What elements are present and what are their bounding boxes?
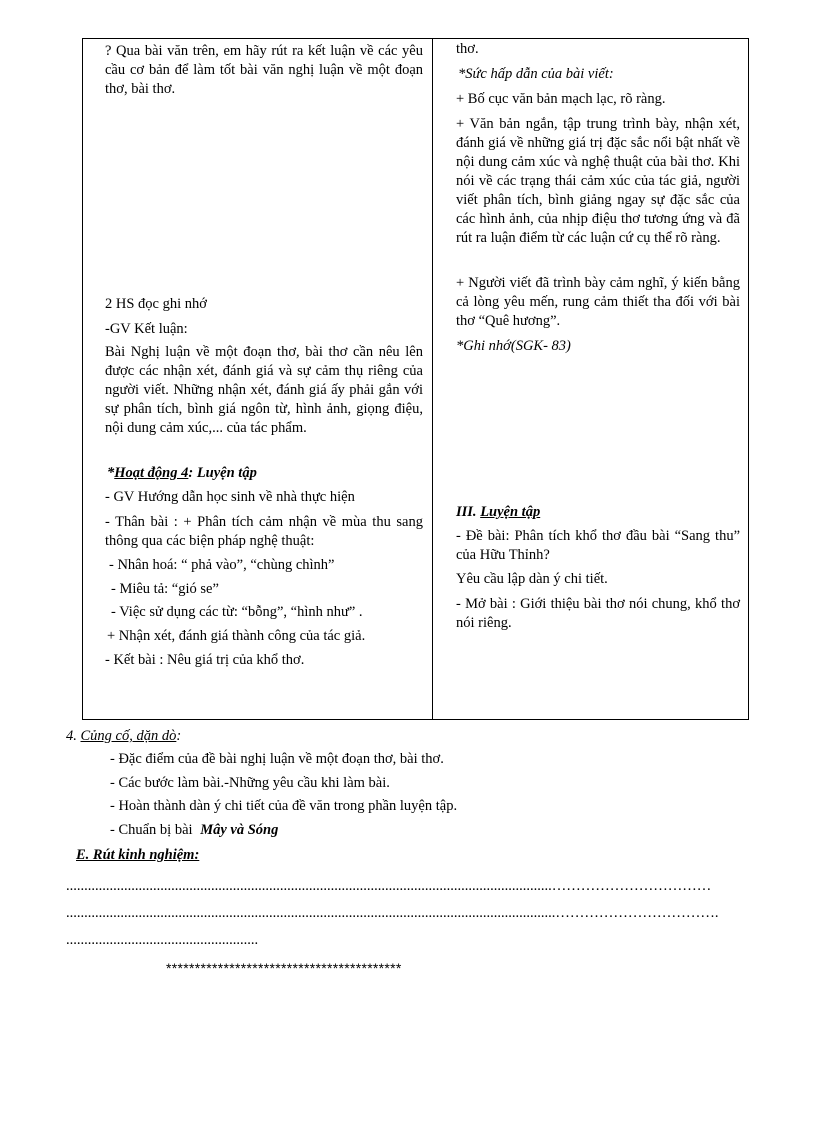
- lesson-table: [82, 38, 749, 720]
- opening-text: - Mở bài : Giới thiệu bài thơ nói chung, khổ thơ nói riêng.: [456, 596, 740, 631]
- practice-title: Luyện tập: [480, 504, 541, 520]
- activity-title: Hoạt động 4: [114, 465, 189, 481]
- evaluate-text: + Nhận xét, đánh giá thành công của tác giả.: [107, 628, 366, 644]
- separator-stars: *****************************************: [166, 960, 402, 976]
- next-lesson: Mây và Sóng: [200, 822, 279, 838]
- conclusion-text: Bài Nghị luận về một đoạn thơ, bài thơ cần nêu lên được các nhận xét, đánh giá và sự cảm thụ riêng của người viết. Những nhận xét, đánh giá ấy phải gắn với sự phân tích, bình giá ngôn từ, hình ảnh, giọng điệu, nội dung cảm xúc,... của tác phẩm.: [105, 344, 423, 436]
- body-text: - Thân bài : + Phân tích cảm nhận về mùa thu sang thông qua các biện pháp nghệ thuật:: [105, 514, 423, 549]
- practice-prefix: III.: [456, 504, 481, 520]
- activity-rest: : Luyện tập: [188, 465, 257, 481]
- describe-text: - Miêu tả: “gió se”: [111, 581, 219, 597]
- question-text: ? Qua bài văn trên, em hãy rút ra kết luận về các yêu cầu cơ bản để làm tốt bài văn nghị luận về một đoạn thơ, bài thơ.: [105, 43, 423, 97]
- consolidation-colon: :: [176, 728, 182, 744]
- gv-conclusion-label: -GV Kết luận:: [105, 321, 188, 337]
- consolidation-title: Củng cố, dặn dò: [80, 728, 177, 744]
- practice-heading: [456, 503, 740, 522]
- dotted-line: .......................................................................................................................................…………………………….: [66, 905, 719, 921]
- writer-text: + Người viết đã trình bày cảm nghĩ, ý kiến bằng cả lòng yêu mến, rung cảm thiết tha đối với bài thơ “Quê hương”.: [456, 275, 740, 329]
- consolidation-number: 4.: [66, 728, 81, 744]
- layout-point: + Bố cục văn bản mạch lạc, rõ ràng.: [456, 91, 666, 107]
- column-divider: [432, 39, 433, 719]
- personify-text: - Nhân hoá: “ phả vào”, “chùng chình”: [109, 557, 335, 573]
- consolidation-item-last: [110, 821, 278, 840]
- consolidation-item: - Các bước làm bài.-Những yêu cầu khi làm bài.: [110, 775, 390, 791]
- note-text: *Ghi nhớ(SGK- 83): [456, 338, 571, 354]
- guide-text: - GV Hướng dẫn học sinh về nhà thực hiện: [105, 489, 355, 505]
- activity-prefix: *: [107, 465, 115, 481]
- appeal-title: *Sức hấp dẫn của bài viết:: [458, 66, 614, 82]
- dotted-line: ......................................................................................................................................……………………………: [66, 878, 712, 894]
- consolidation-item: - Đặc điểm của đề bài nghị luận về một đoạn thơ, bài thơ.: [110, 751, 444, 767]
- short-text: + Văn bản ngắn, tập trung trình bày, nhận xét, đánh giá về những giá trị đặc sắc nổi bật nhất về nội dung cảm xúc và nghệ thuật của bài thơ. Khi nói về các trạng thái cảm xúc của tác giả, người viết phân tích, bình giảng ngay sự đặc sắc của các hình ảnh, của nhịp điệu thơ tương ứng và đã rút ra luận điểm từ các luận cứ cụ thể rõ ràng.: [456, 116, 740, 246]
- dotted-line: .....................................................: [66, 932, 259, 948]
- experience-title: E. Rút kinh nghiệm:: [76, 847, 200, 863]
- hs-read-text: 2 HS đọc ghi nhớ: [105, 296, 207, 312]
- words-text: - Việc sử dụng các từ: “bỗng”, “hình như” .: [111, 604, 363, 620]
- outline-text: Yêu cầu lập dàn ý chi tiết.: [456, 571, 608, 587]
- consolidation-heading: [66, 727, 181, 746]
- exercise-text: - Đề bài: Phân tích khổ thơ đầu bài “Sang thu” của Hữu Thỉnh?: [456, 528, 740, 563]
- tho-text: thơ.: [456, 41, 479, 57]
- prepare-text: - Chuẩn bị bài: [110, 822, 197, 838]
- consolidation-item: - Hoàn thành dàn ý chi tiết của đề văn trong phần luyện tập.: [110, 798, 458, 814]
- activity-heading: [107, 464, 425, 483]
- ending-text: - Kết bài : Nêu giá trị của khổ thơ.: [105, 652, 305, 668]
